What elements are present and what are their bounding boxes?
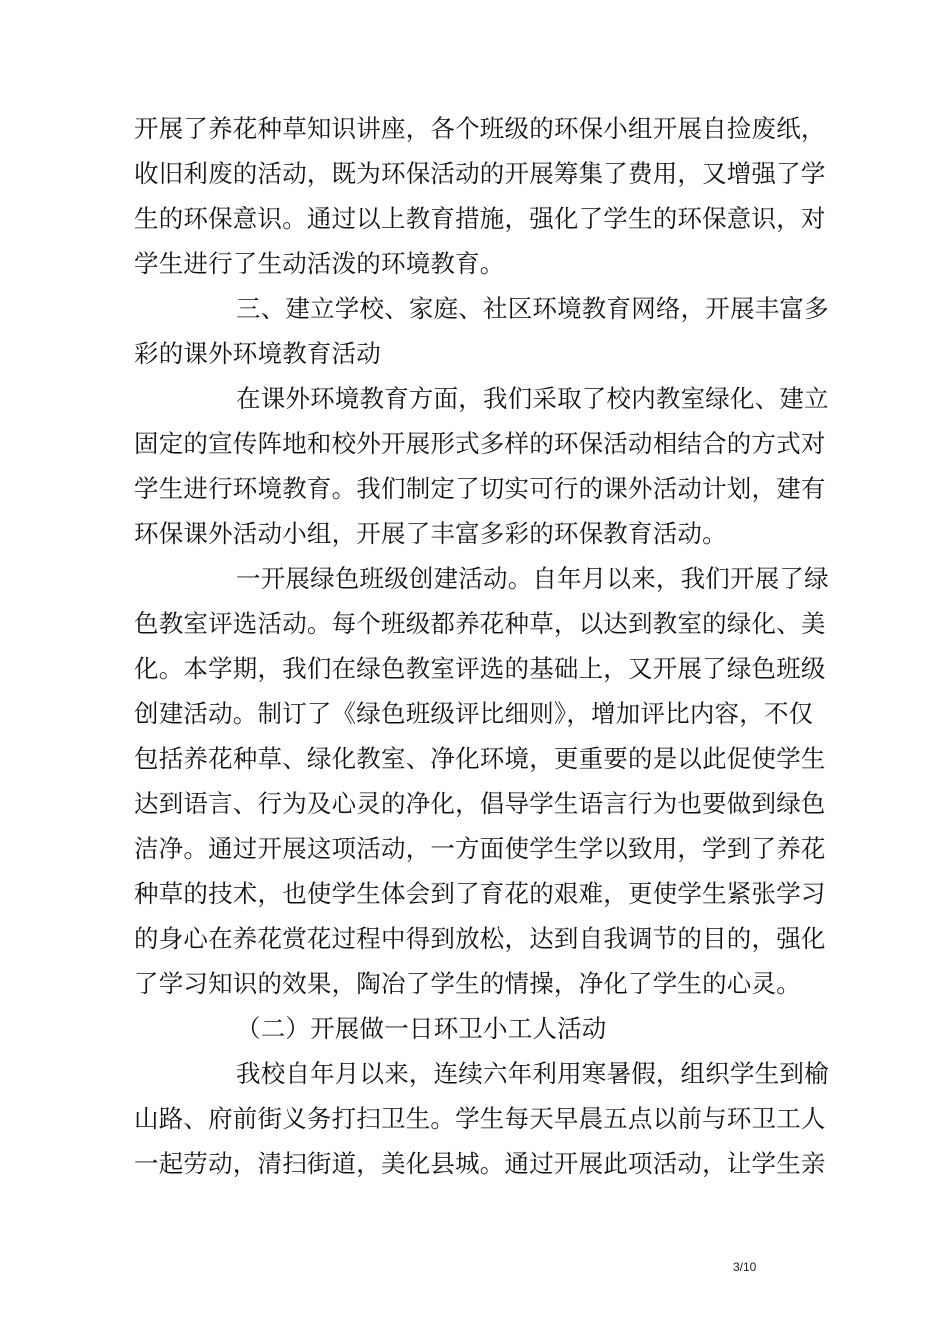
text-line-24: 一起劳动，清扫街道，美化县城。通过开展此项活动，让学生亲 bbox=[134, 1149, 826, 1178]
text-line-15: 包括养花种草、绿化教室、净化环境，更重要的是以此促使学生 bbox=[134, 744, 826, 773]
text-line-22: 我校自年月以来，连续六年利用寒暑假，组织学生到榆 bbox=[236, 1059, 829, 1088]
text-line-17: 洁净。通过开展这项活动，一方面使学生学以致用，学到了养花 bbox=[134, 834, 826, 863]
page-number: 3/10 bbox=[733, 1260, 757, 1274]
text-line-4: 学生进行了生动活泼的环境教育。 bbox=[134, 249, 505, 278]
text-line-14: 创建活动。制订了《绿色班级评比细则》，增加评比内容，不仅 bbox=[134, 699, 814, 728]
text-line-12: 色教室评选活动。每个班级都养花种草，以达到教室的绿化、美 bbox=[134, 609, 826, 638]
text-line-8: 固定的宣传阵地和校外开展形式多样的环保活动相结合的方式对 bbox=[134, 429, 826, 458]
text-line-2: 收旧利废的活动，既为环保活动的开展筹集了费用，又增强了学 bbox=[134, 159, 826, 188]
text-line-11: 一开展绿色班级创建活动。自年月以来，我们开展了绿 bbox=[236, 564, 829, 593]
text-line-7: 在课外环境教育方面，我们采取了校内教室绿化、建立 bbox=[236, 384, 829, 413]
text-line-9: 学生进行环境教育。我们制定了切实可行的课外活动计划，建有 bbox=[134, 474, 826, 503]
text-line-23: 山路、府前街义务打扫卫生。学生每天早晨五点以前与环卫工人 bbox=[134, 1104, 826, 1133]
section-heading-3-line-2: 彩的课外环境教育活动 bbox=[134, 339, 381, 368]
text-line-20: 了学习知识的效果，陶冶了学生的情操，净化了学生的心灵。 bbox=[134, 969, 801, 998]
text-line-19: 的身心在养花赏花过程中得到放松，达到自我调节的目的，强化 bbox=[134, 924, 826, 953]
section-heading-3-line-1: 三、建立学校、家庭、社区环境教育网络，开展丰富多 bbox=[236, 294, 829, 323]
text-line-16: 达到语言、行为及心灵的净化，倡导学生语言行为也要做到绿色 bbox=[134, 789, 826, 818]
text-line-1: 开展了养花种草知识讲座，各个班级的环保小组开展自捡废纸， bbox=[134, 114, 826, 143]
text-line-18: 种草的技术，也使学生体会到了育花的艰难，更使学生紧张学习 bbox=[134, 879, 826, 908]
subsection-heading: （二）开展做一日环卫小工人活动 bbox=[236, 1014, 607, 1043]
text-line-13: 化。本学期，我们在绿色教室评选的基础上，又开展了绿色班级 bbox=[134, 654, 826, 683]
text-line-10: 环保课外活动小组，开展了丰富多彩的环保教育活动。 bbox=[134, 519, 727, 548]
text-line-3: 生的环保意识。通过以上教育措施，强化了学生的环保意识，对 bbox=[134, 204, 826, 233]
